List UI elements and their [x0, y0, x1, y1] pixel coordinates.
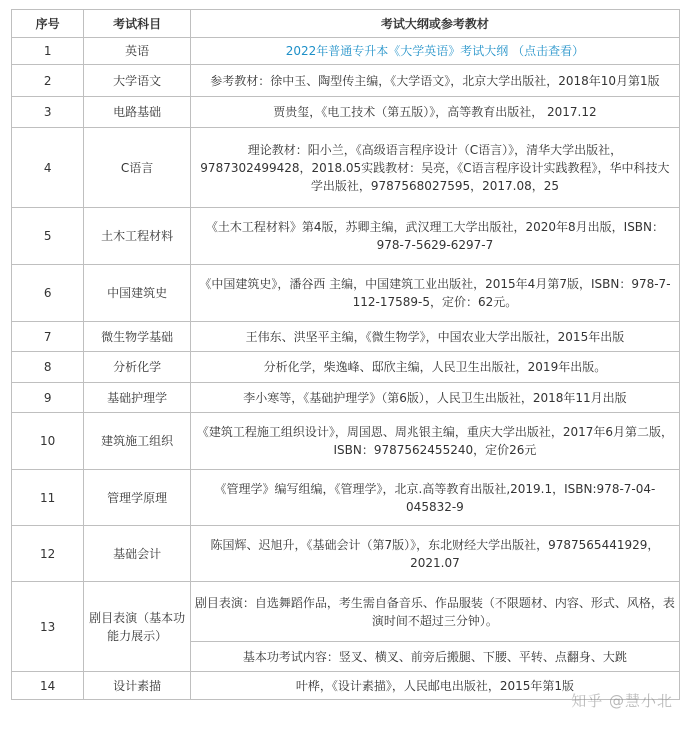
- header-material: 考试大纲或参考教材: [190, 10, 679, 38]
- row-subject: 大学语文: [84, 65, 191, 97]
- row-material: 《管理学》编写组编，《管理学》，北京.高等教育出版社,2019.1，ISBN:978-7-04-045832-9: [190, 470, 679, 526]
- table-row: [12, 352, 680, 383]
- table-row: [12, 97, 680, 128]
- header-num: 序号: [12, 10, 84, 38]
- table-row: [12, 526, 680, 582]
- table-row: [12, 672, 680, 700]
- row-material: 《土木工程材料》第4版，苏卿主编，武汉理工大学出版社，2020年8月出版，ISBN：978-7-5629-6297-7: [190, 208, 679, 265]
- row-subject: 基础护理学: [84, 383, 191, 413]
- row-num: 6: [12, 265, 84, 322]
- header-subject: 考试科目: [84, 10, 191, 38]
- row-material: 参考教材：徐中玉、陶型传主编，《大学语文》，北京大学出版社，2018年10月第1版: [190, 65, 679, 97]
- row-subject: 微生物学基础: [84, 322, 191, 352]
- row-subject: 英语: [84, 38, 191, 65]
- row-num: 5: [12, 208, 84, 265]
- row-num: 13: [12, 582, 84, 672]
- english-syllabus-link[interactable]: 2022年普通专升本《大学英语》考试大纲 （点击查看）: [190, 38, 679, 65]
- row-material: 王伟东、洪坚平主编，《微生物学》，中国农业大学出版社，2015年出版: [190, 322, 679, 352]
- table-row: [12, 128, 680, 208]
- table-row: [12, 413, 680, 470]
- table-row: [12, 383, 680, 413]
- table-row: [12, 65, 680, 97]
- exam-table: [11, 9, 680, 700]
- row-subject: 基础会计: [84, 526, 191, 582]
- header-row: [12, 10, 680, 38]
- row-material: 分析化学，柴逸峰、邸欣主编，人民卫生出版社，2019年出版。: [190, 352, 679, 383]
- row-num: 2: [12, 65, 84, 97]
- row-material: 理论教材：阳小兰，《高级语言程序设计（C语言）》，清华大学出版社，9787302499428，2018.05实践教材：吴亮，《C语言程序设计实践教程》，华中科技大学出版社，9787568027595，2017.08，25: [190, 128, 679, 208]
- zhihu-watermark: 知乎 @慧小北: [571, 692, 673, 710]
- row-subject: C语言: [84, 128, 191, 208]
- row-subject: 设计素描: [84, 672, 191, 700]
- table-row: [12, 208, 680, 265]
- row-material: 《中国建筑史》，潘谷西 主编，中国建筑工业出版社，2015年4月第7版，ISBN：978-7-112-17589-5，定价：62元。: [190, 265, 679, 322]
- row-material: 《建筑工程施工组织设计》，周国恩、周兆银主编，重庆大学出版社，2017年6月第二版，ISBN：9787562455240，定价26元: [190, 413, 679, 470]
- row-material: 贾贵玺，《电工技术（第五版）》，高等教育出版社， 2017.12: [190, 97, 679, 128]
- row-num: 8: [12, 352, 84, 383]
- table-row: [12, 38, 680, 65]
- row-subject: 剧目表演（基本功能力展示）: [84, 582, 191, 672]
- table-row: [12, 265, 680, 322]
- row-material: 叶桦，《设计素描》，人民邮电出版社，2015年第1版: [190, 672, 679, 700]
- row-subject: 管理学原理: [84, 470, 191, 526]
- row-material: 剧目表演：自选舞蹈作品，考生需自备音乐、作品服装（不限题材、内容、形式、风格，表演时间不超过三分钟）。: [190, 582, 679, 642]
- row-material: 基本功考试内容：竖叉、横叉、前旁后搬腿、下腰、平转、点翻身、大跳: [190, 642, 679, 672]
- row-num: 14: [12, 672, 84, 700]
- table-row: [12, 582, 680, 642]
- table-row: [12, 470, 680, 526]
- row-num: 9: [12, 383, 84, 413]
- row-num: 12: [12, 526, 84, 582]
- row-num: 4: [12, 128, 84, 208]
- row-num: 3: [12, 97, 84, 128]
- table-row: [12, 322, 680, 352]
- row-subject: 分析化学: [84, 352, 191, 383]
- row-num: 7: [12, 322, 84, 352]
- row-num: 1: [12, 38, 84, 65]
- row-subject: 土木工程材料: [84, 208, 191, 265]
- row-num: 10: [12, 413, 84, 470]
- row-material: 李小寒等，《基础护理学》（第6版），人民卫生出版社，2018年11月出版: [190, 383, 679, 413]
- row-material: 陈国辉、迟旭升，《基础会计（第7版）》，东北财经大学出版社，9787565441929，2021.07: [190, 526, 679, 582]
- row-subject: 电路基础: [84, 97, 191, 128]
- row-subject: 建筑施工组织: [84, 413, 191, 470]
- row-subject: 中国建筑史: [84, 265, 191, 322]
- row-num: 11: [12, 470, 84, 526]
